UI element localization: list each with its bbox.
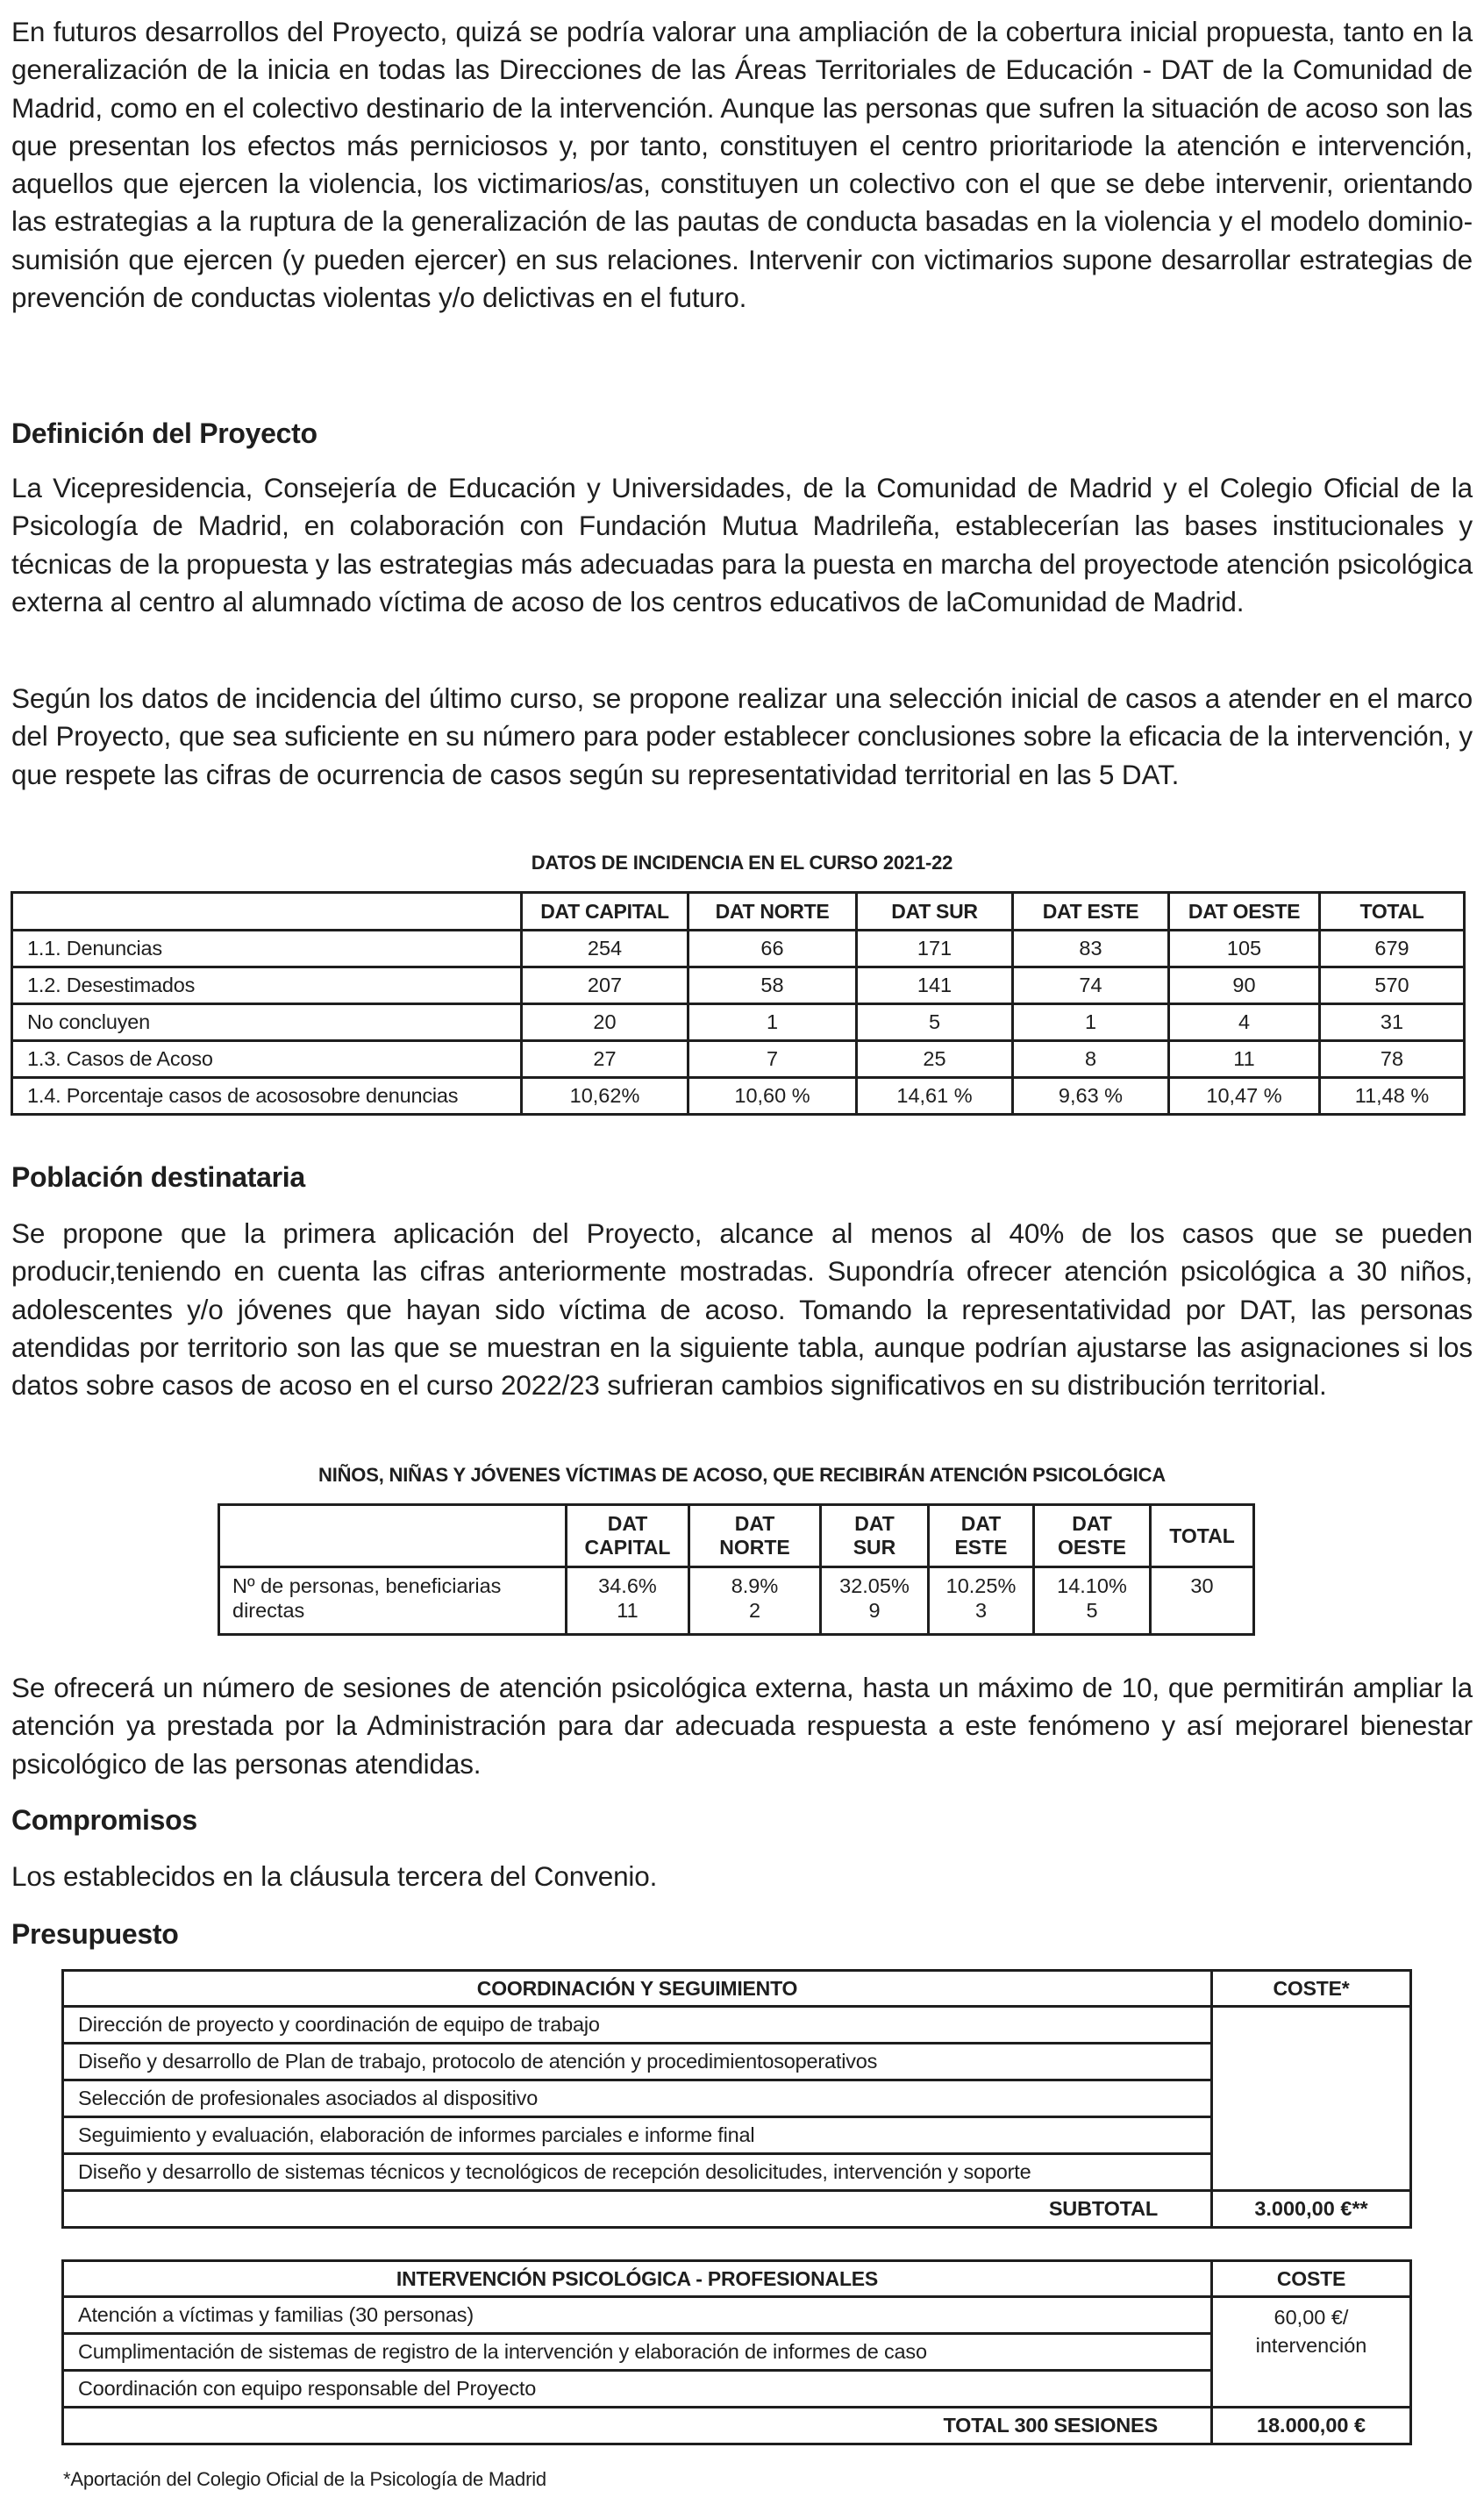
- count-value: 9: [868, 1599, 881, 1622]
- section-heading-presupuesto: Presupuesto: [11, 1918, 179, 1950]
- header-line: DAT: [1072, 1512, 1112, 1535]
- total-label: TOTAL 300 SESIONES: [63, 2408, 1212, 2444]
- budget-item: Seguimiento y evaluación, elaboración de informes parciales e informe final: [63, 2117, 1212, 2154]
- compromisos-paragraph: Los establecidos en la cláusula tercera del Convenio.: [11, 1860, 658, 1892]
- table-cell: 10,47 %: [1169, 1078, 1320, 1115]
- percent-value: 10.25%: [945, 1574, 1017, 1597]
- budget-item: Cumplimentación de sistemas de registro de la intervención y elaboración de informes de caso: [63, 2334, 1212, 2371]
- percent-value: 14.10%: [1057, 1574, 1127, 1597]
- table-cell: 570: [1320, 967, 1465, 1004]
- definicion-paragraph-1: La Vicepresidencia, Consejería de Educación y Universidades, de la Comunidad de Madrid y el Colegio Oficial de la Psicología de Madrid, en colaboración con Fundación Mutua Madrileña, establecerían las bases institucionales y técnicas de la propuesta y las estrategias más adecuadas para la puesta en marcha del proyectode atención psicológica externa al centro al alumnado víctima de acoso de los centros educativos de laComunidad de Madrid.: [11, 472, 1473, 617]
- total-value: 18.000,00 €: [1212, 2408, 1411, 2444]
- sesiones-paragraph: Se ofrecerá un número de sesiones de atención psicológica externa, hasta un máximo de 10, que permitirán ampliar la atención ya prestada por la Administración para dar adecuada respuesta a este fenómeno y así mejorarel bienestar psicológico de las personas atendidas.: [11, 1672, 1473, 1780]
- table-row: [63, 2117, 1411, 2154]
- table-row: [63, 2044, 1411, 2080]
- table-cell: 20: [522, 1004, 688, 1041]
- table-row: [63, 2154, 1411, 2191]
- count-value: 3: [974, 1599, 988, 1622]
- row-label: No concluyen: [12, 1004, 522, 1041]
- subtotal-label: SUBTOTAL: [63, 2191, 1212, 2228]
- column-header-empty: [12, 893, 522, 931]
- row-label: 1.1. Denuncias: [12, 931, 522, 967]
- table-cell: 8: [1013, 1041, 1169, 1078]
- intro-paragraph: En futuros desarrollos del Proyecto, quizá se podría valorar una ampliación de la cobertura inicial propuesta, tanto en la generalización de la inicia en todas las Direcciones de las Áreas Territoriales de Educación - DAT de la Comunidad de Madrid, como en el colectivo destinario de la intervención. Aunque las personas que sufren la situación de acoso son las que presentan los efectos más perniciosos y, por tanto, constituyen el centro prioritariode la atención e intervención, aquellos que ejercen la violencia, los victimarios/as, constituyen un colectivo con el que se debe intervenir, orientando las estrategias a la ruptura de la generalización de las pautas de conducta basadas en la violencia y el modelo dominio-sumisión que ejercen (y pueden ejercer) en sus relaciones. Intervenir con victimarios supone desarrollar estrategias de prevención de conductas violentas y/o delictivas en el futuro.: [11, 16, 1473, 314]
- table-row: [12, 967, 1465, 1004]
- header-line: CAPITAL: [584, 1536, 671, 1559]
- unit-cost-unit: intervención: [1255, 2334, 1367, 2357]
- column-header-concepto: INTERVENCIÓN PSICOLÓGICA - PROFESIONALES: [63, 2261, 1212, 2297]
- percent-value: 34.6%: [598, 1574, 657, 1597]
- header-line: ESTE: [954, 1536, 1008, 1559]
- table-cell: 25: [857, 1041, 1013, 1078]
- table-cell: 14,61 %: [857, 1078, 1013, 1115]
- table-cell: [821, 1567, 929, 1635]
- table-row: [63, 2007, 1411, 2044]
- intervencion-budget-table: [61, 2259, 1412, 2445]
- table-cell: 1: [1013, 1004, 1169, 1041]
- poblacion-table: [218, 1503, 1255, 1636]
- count-value: 5: [1086, 1599, 1098, 1622]
- table-header-row: [219, 1505, 1254, 1567]
- header-line: OESTE: [1058, 1536, 1126, 1559]
- subtotal-row: [63, 2191, 1411, 2228]
- table-row: [63, 2080, 1411, 2117]
- incidencia-table-caption: DATOS DE INCIDENCIA EN EL CURSO 2021-22: [531, 852, 953, 874]
- label-line: Nº de personas, beneficiarias: [232, 1574, 502, 1597]
- column-header-coste: COSTE*: [1212, 1971, 1411, 2007]
- poblacion-paragraph: Se propone que la primera aplicación del Proyecto, alcance al menos al 40% de los casos que se pueden producir,teniendo en cuenta las cifras anteriormente mostradas. Supondría ofrecer atención psicológica a 30 niños, adolescentes y/o jóvenes que hayan sido víctima de acoso. Tomando la representatividad por DAT, las personas atendidas por territorio son las que se muestran en la siguiente tabla, aunque podrían ajustarse las asignaciones si los datos sobre casos de acoso en el curso 2022/23 sufrieran cambios significativos en su distribución territorial.: [11, 1217, 1473, 1402]
- budget-item: Diseño y desarrollo de Plan de trabajo, protocolo de atención y procedimientosoperativos: [63, 2044, 1212, 2080]
- table-cell: 207: [522, 967, 688, 1004]
- column-header-dat-norte: DAT NORTE: [688, 893, 857, 931]
- label-line: directas: [232, 1599, 305, 1622]
- budget-item: Dirección de proyecto y coordinación de equipo de trabajo: [63, 2007, 1212, 2044]
- table-cell: [1034, 1567, 1151, 1635]
- row-label: 1.2. Desestimados: [12, 967, 522, 1004]
- row-label: [219, 1567, 567, 1635]
- column-header-total: TOTAL: [1151, 1505, 1254, 1567]
- table-cell: [567, 1567, 689, 1635]
- poblacion-table-caption: NIÑOS, NIÑAS Y JÓVENES VÍCTIMAS DE ACOSO, QUE RECIBIRÁN ATENCIÓN PSICOLÓGICA: [318, 1464, 1166, 1486]
- table-row: [63, 2371, 1411, 2408]
- percent-value: 32.05%: [839, 1574, 910, 1597]
- table-row: [12, 931, 1465, 967]
- table-cell-total: 30: [1151, 1567, 1254, 1635]
- column-header-dat-oeste: [1034, 1505, 1151, 1567]
- table-cell: 7: [688, 1041, 857, 1078]
- column-header-dat-este: DAT ESTE: [1013, 893, 1169, 931]
- table-cell: 141: [857, 967, 1013, 1004]
- table-cell: 74: [1013, 967, 1169, 1004]
- table-cell: 105: [1169, 931, 1320, 967]
- table-cell: 1: [688, 1004, 857, 1041]
- table-cell: 4: [1169, 1004, 1320, 1041]
- section-heading-poblacion: Población destinataria: [11, 1161, 305, 1193]
- header-line: SUR: [853, 1536, 896, 1559]
- incidencia-table: [11, 891, 1466, 1116]
- footnote: *Aportación del Colegio Oficial de la Psicología de Madrid: [63, 2468, 546, 2490]
- table-cell: 11: [1169, 1041, 1320, 1078]
- column-header-concepto: COORDINACIÓN Y SEGUIMIENTO: [63, 1971, 1212, 2007]
- row-label: 1.4. Porcentaje casos de acososobre denuncias: [12, 1078, 522, 1115]
- coordinacion-budget-table: [61, 1969, 1412, 2229]
- count-value: 11: [617, 1599, 639, 1622]
- table-row: [219, 1567, 1254, 1635]
- count-value: 2: [748, 1599, 761, 1622]
- total-row: [63, 2408, 1411, 2444]
- column-header-empty: [219, 1505, 567, 1567]
- column-header-dat-oeste: DAT OESTE: [1169, 893, 1320, 931]
- table-cell: 171: [857, 931, 1013, 967]
- header-line: DAT: [854, 1512, 895, 1535]
- row-label: 1.3. Casos de Acoso: [12, 1041, 522, 1078]
- budget-item: Diseño y desarrollo de sistemas técnicos y tecnológicos de recepción desolicitudes, intervención y soporte: [63, 2154, 1212, 2191]
- percent-value: 8.9%: [731, 1574, 779, 1597]
- table-row: [12, 1041, 1465, 1078]
- table-cell: [929, 1567, 1034, 1635]
- definicion-paragraph-2: Según los datos de incidencia del último curso, se propone realizar una selección inicial de casos a atender en el marco del Proyecto, que sea suficiente en su número para poder establecer conclusiones sobre la eficacia de la intervención, y que respete las cifras de ocurrencia de casos según su representatividad territorial en las 5 DAT.: [11, 682, 1473, 790]
- column-header-dat-este: [929, 1505, 1034, 1567]
- budget-item: Selección de profesionales asociados al dispositivo: [63, 2080, 1212, 2117]
- table-header-row: [12, 893, 1465, 931]
- header-line: DAT: [734, 1512, 775, 1535]
- column-header-dat-norte: [689, 1505, 821, 1567]
- table-header-row: [63, 2261, 1411, 2297]
- table-row: [63, 2297, 1411, 2334]
- table-cell: 31: [1320, 1004, 1465, 1041]
- table-cell: 10,62%: [522, 1078, 688, 1115]
- table-header-row: [63, 1971, 1411, 2007]
- column-header-dat-sur: [821, 1505, 929, 1567]
- table-cell: 679: [1320, 931, 1465, 967]
- section-heading-definicion: Definición del Proyecto: [11, 417, 317, 449]
- table-cell: 66: [688, 931, 857, 967]
- budget-item: Atención a víctimas y familias (30 personas): [63, 2297, 1212, 2334]
- table-cell: 10,60 %: [688, 1078, 857, 1115]
- table-cell: 254: [522, 931, 688, 967]
- table-cell: [689, 1567, 821, 1635]
- table-row: [12, 1004, 1465, 1041]
- unit-cost-cell: [1212, 2297, 1411, 2408]
- subtotal-value: 3.000,00 €**: [1212, 2191, 1411, 2228]
- unit-cost-amount: 60,00 €/: [1274, 2306, 1349, 2329]
- table-cell: 83: [1013, 931, 1169, 967]
- column-header-dat-sur: DAT SUR: [857, 893, 1013, 931]
- table-cell: 78: [1320, 1041, 1465, 1078]
- section-heading-compromisos: Compromisos: [11, 1804, 197, 1836]
- header-line: NORTE: [719, 1536, 790, 1559]
- header-line: DAT: [607, 1512, 648, 1535]
- table-cell: 27: [522, 1041, 688, 1078]
- column-header-dat-capital: [567, 1505, 689, 1567]
- table-row: [12, 1078, 1465, 1115]
- table-cell: 9,63 %: [1013, 1078, 1169, 1115]
- table-cell: 58: [688, 967, 857, 1004]
- column-header-dat-capital: DAT CAPITAL: [522, 893, 688, 931]
- table-cell: 5: [857, 1004, 1013, 1041]
- budget-item: Coordinación con equipo responsable del Proyecto: [63, 2371, 1212, 2408]
- column-header-total: TOTAL: [1320, 893, 1465, 931]
- header-line: DAT: [960, 1512, 1002, 1535]
- table-cell: 11,48 %: [1320, 1078, 1465, 1115]
- table-cell: 90: [1169, 967, 1320, 1004]
- table-row: [63, 2334, 1411, 2371]
- column-header-coste: COSTE: [1212, 2261, 1411, 2297]
- cost-cell-empty: [1212, 2007, 1411, 2191]
